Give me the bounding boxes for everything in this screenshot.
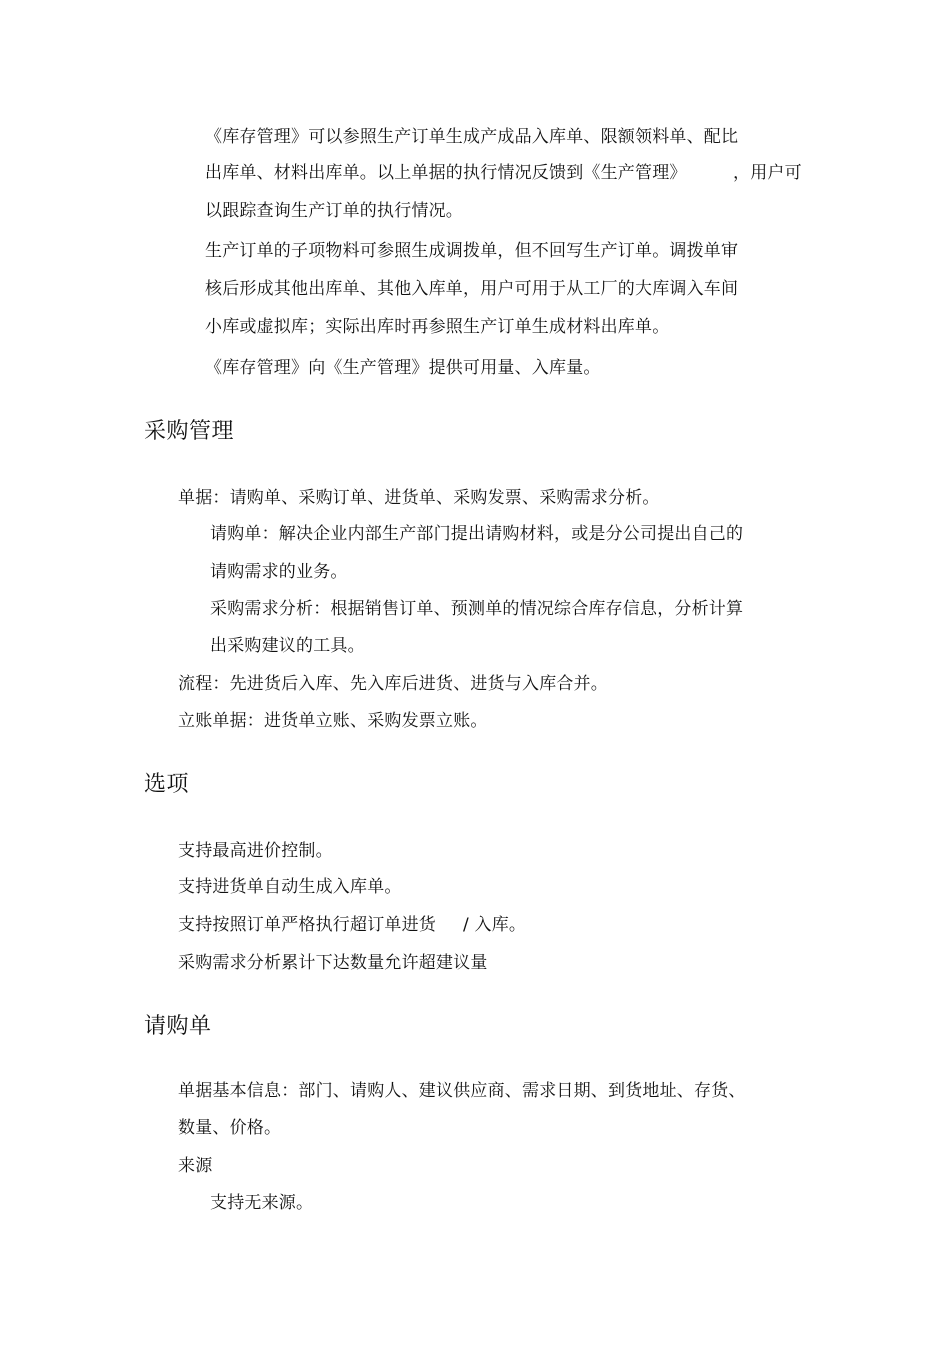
requisition-heading: 请购单 (144, 1014, 212, 1039)
purchase-flow: 流程：先进货后入库、先入库后进货、进货与入库合并。 (178, 674, 608, 694)
purchase-req-line2: 请购需求的业务。 (210, 562, 348, 582)
intro-p2-line3: 小库或虚拟库；实际出库时再参照生产订单生成材料出库单。 (205, 317, 670, 337)
intro-p1-line1: 《库存管理》可以参照生产订单生成产成品入库单、限额领料单、配比 (205, 127, 739, 147)
purchase-req-line1: 请购单：解决企业内部生产部门提出请购材料，或是分公司提出自己的 (210, 524, 744, 544)
option-3a: 支持按照订单严格执行超订单进货 (178, 915, 436, 935)
option-3b: / 入库。 (463, 915, 527, 935)
purchase-heading: 采购管理 (144, 419, 235, 444)
intro-p1-line3: 以跟踪查询生产订单的执行情况。 (205, 201, 463, 221)
option-2: 支持进货单自动生成入库单。 (178, 877, 402, 897)
requisition-info-line1: 单据基本信息：部门、请购人、建议供应商、需求日期、到货地址、存货、 (178, 1081, 746, 1101)
intro-p1-line2a: 出库单、材料出库单。以上单据的执行情况反馈到《生产管理》 (205, 163, 687, 183)
purchase-ledger: 立账单据：进货单立账、采购发票立账。 (178, 711, 488, 731)
option-1: 支持最高进价控制。 (178, 841, 333, 861)
intro-p2-line2: 核后形成其他出库单、其他入库单，用户可用于从工厂的大库调入车间 (205, 279, 739, 299)
purchase-analysis-line1: 采购需求分析：根据销售订单、预测单的情况综合库存信息，分析计算 (210, 599, 744, 619)
intro-p2-line1: 生产订单的子项物料可参照生成调拨单，但不回写生产订单。调拨单审 (205, 241, 739, 261)
options-heading: 选项 (144, 772, 190, 797)
option-4: 采购需求分析累计下达数量允许超建议量 (178, 953, 488, 973)
requisition-info-line2: 数量、价格。 (178, 1118, 282, 1138)
purchase-analysis-line2: 出采购建议的工具。 (210, 636, 365, 656)
intro-p1-line2b: ，用户可 (733, 163, 802, 183)
requisition-source: 来源 (178, 1156, 213, 1176)
intro-p3: 《库存管理》向《生产管理》提供可用量、入库量。 (205, 358, 601, 378)
requisition-no-source: 支持无来源。 (210, 1193, 314, 1213)
purchase-docs: 单据：请购单、采购订单、进货单、采购发票、采购需求分析。 (178, 488, 660, 508)
